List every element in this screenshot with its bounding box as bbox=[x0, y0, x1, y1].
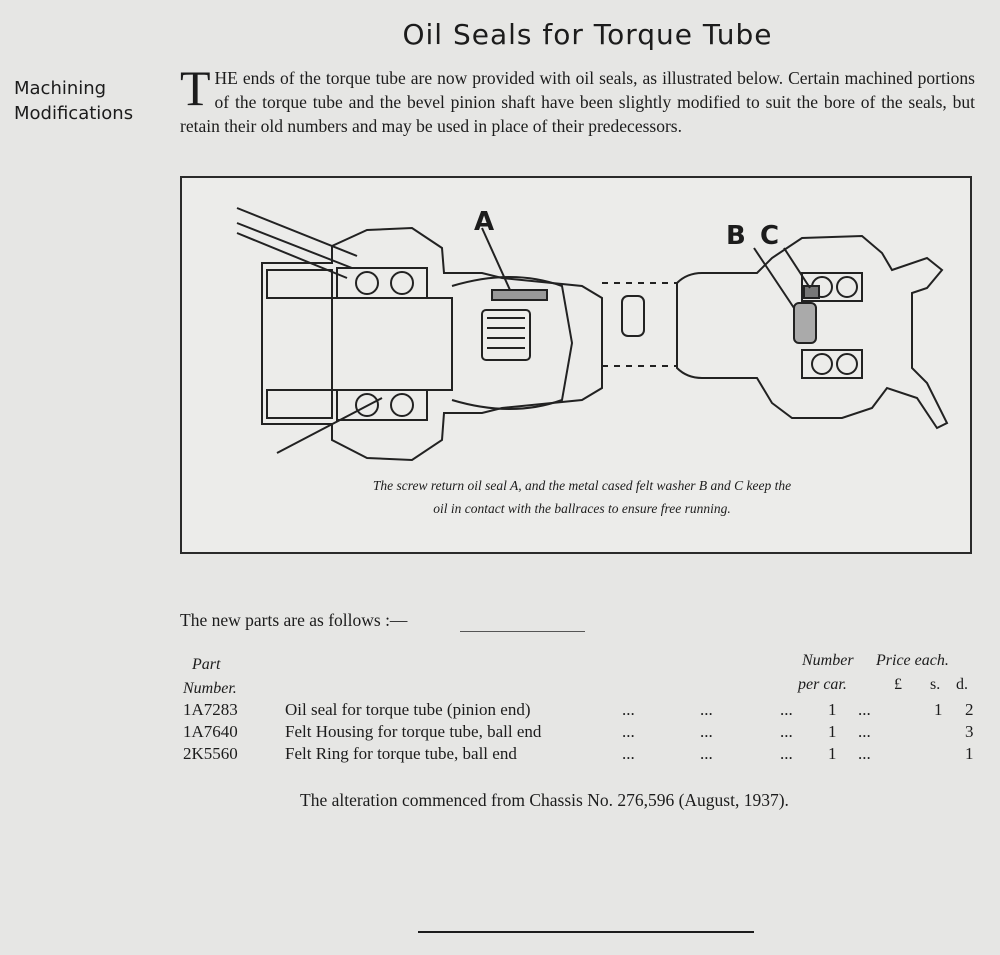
side-heading bbox=[14, 76, 133, 126]
leader-dots: ... bbox=[700, 722, 713, 741]
figure-caption: The screw return oil seal A, and the metal cased felt washer B and C keep the oil in contact with the ballraces to ensure free running. bbox=[372, 478, 792, 516]
leader-dots: ... bbox=[858, 744, 871, 763]
header-shillings: s. bbox=[930, 676, 941, 693]
part-number: 1A7640 bbox=[183, 722, 238, 741]
price-pence: 1 bbox=[965, 744, 974, 763]
quantity: 1 bbox=[828, 700, 837, 719]
part-number: 1A7283 bbox=[183, 700, 238, 719]
side-heading-line-2: Modifications bbox=[14, 103, 134, 124]
leader-dots: ... bbox=[858, 722, 871, 741]
leader-dots: ... bbox=[622, 700, 635, 719]
quantity: 1 bbox=[828, 744, 837, 763]
footer-rule bbox=[418, 931, 754, 933]
chassis-note: The alteration commenced from Chassis No. 276,596 (August, 1937). bbox=[300, 790, 789, 810]
intro-paragraph bbox=[180, 60, 975, 138]
header-part: Part bbox=[192, 656, 221, 673]
figure-label-b: B bbox=[726, 221, 746, 251]
quantity: 1 bbox=[828, 722, 837, 741]
header-number: Number. bbox=[183, 680, 237, 697]
leader-dots: ... bbox=[622, 722, 635, 741]
leader-dots: ... bbox=[780, 744, 793, 763]
figure-label-a: A bbox=[474, 207, 495, 237]
leader-dots: ... bbox=[622, 744, 635, 763]
part-number: 2K5560 bbox=[183, 744, 238, 763]
parts-intro-underline bbox=[460, 631, 585, 632]
table-row bbox=[0, 700, 1000, 724]
part-description: Felt Housing for torque tube, ball end bbox=[285, 722, 542, 741]
part-description: Felt Ring for torque tube, ball end bbox=[285, 744, 517, 763]
leader-dots: ... bbox=[858, 700, 871, 719]
header-pence: d. bbox=[956, 676, 968, 693]
drop-cap: T bbox=[180, 60, 211, 116]
table-row bbox=[0, 722, 1000, 746]
side-heading-line-1: Machining bbox=[14, 78, 107, 99]
price-pence: 2 bbox=[965, 700, 974, 719]
torque-tube-figure bbox=[180, 176, 972, 554]
leader-dots: ... bbox=[780, 722, 793, 741]
leader-dots: ... bbox=[700, 700, 713, 719]
leader-dots: ... bbox=[780, 700, 793, 719]
figure-label-c: C bbox=[760, 221, 780, 251]
price-pence: 3 bbox=[965, 722, 974, 741]
price-shillings: 1 bbox=[934, 700, 943, 719]
header-price: Price each. bbox=[876, 652, 949, 669]
header-pound: £ bbox=[894, 676, 902, 693]
header-number-per-1: Number bbox=[802, 652, 854, 669]
part-description: Oil seal for torque tube (pinion end) bbox=[285, 700, 531, 719]
page-title: Oil Seals for Torque Tube bbox=[402, 18, 773, 51]
table-row bbox=[0, 744, 1000, 768]
leader-dots: ... bbox=[700, 744, 713, 763]
parts-intro: The new parts are as follows :— bbox=[180, 610, 408, 630]
intro-text: HE ends of the torque tube are now provided with oil seals, as illustrated below. Certain machined portions of the torque tube and the bevel pinion shaft have been slightly modified to suit the bore of the seals, but retain their old numbers and may be used in place of their predecessors. bbox=[180, 68, 975, 136]
header-number-per-2: per car. bbox=[798, 676, 847, 693]
